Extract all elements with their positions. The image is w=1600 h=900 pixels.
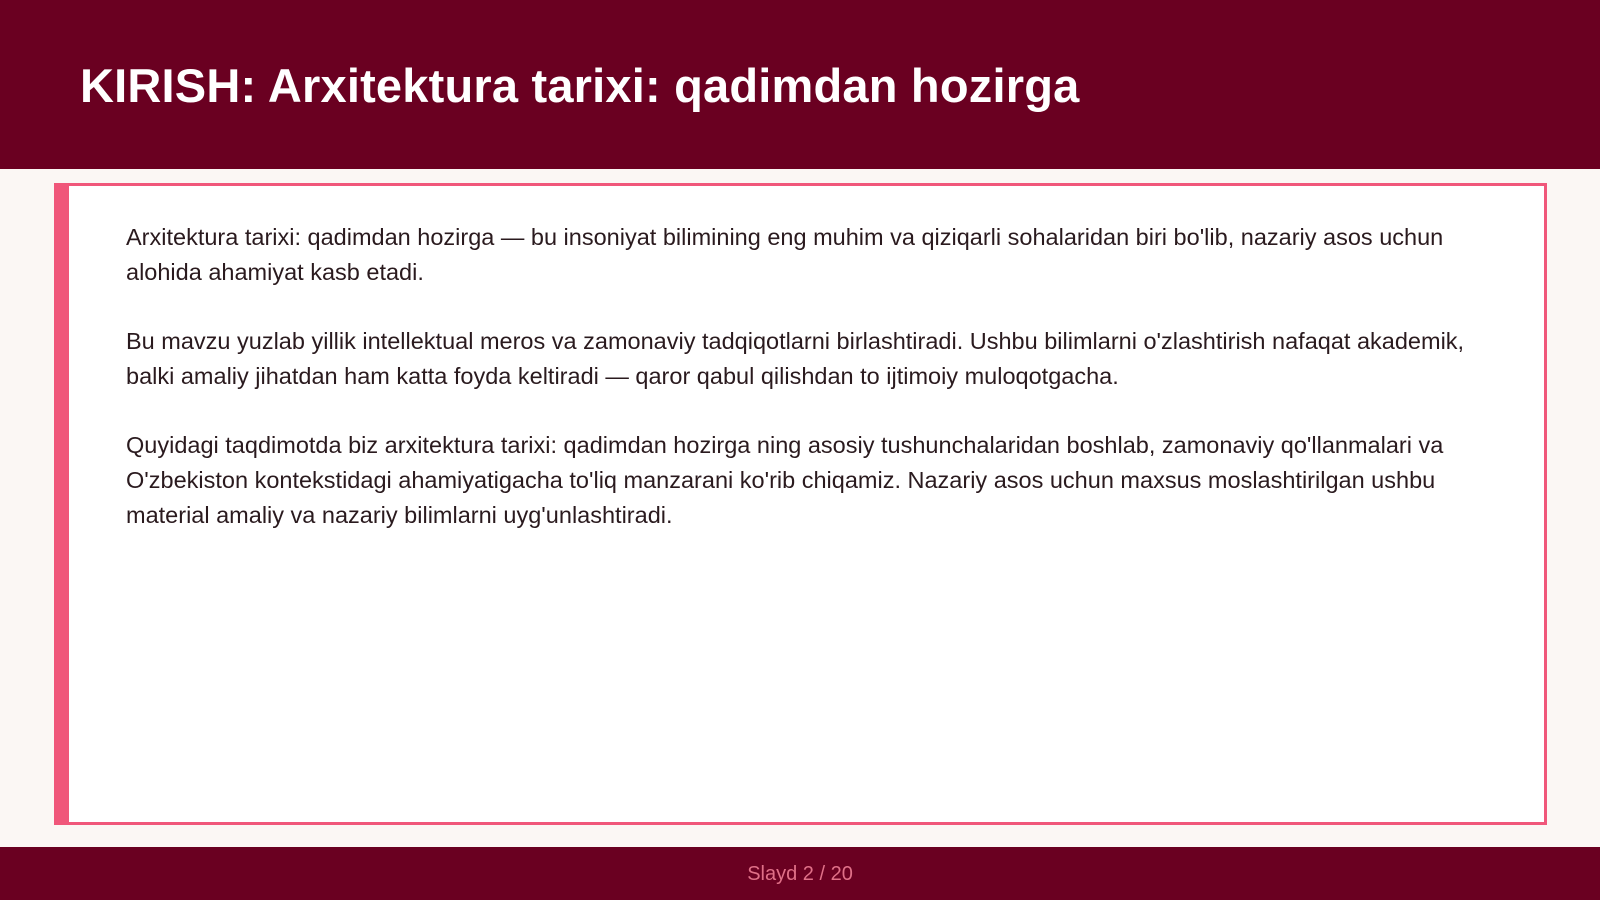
slide-title: KIRISH: Arxitektura tarixi: qadimdan hozirga bbox=[80, 59, 1080, 112]
paragraph-intro: Arxitektura tarixi: qadimdan hozirga — bu insoniyat bilimining eng muhim va qiziqarli sohalaridan biri bo'lib, nazariy asos uchun alohida ahamiyat kasb etadi. bbox=[126, 224, 1444, 285]
slide-header bbox=[0, 0, 1600, 169]
content-body bbox=[126, 220, 1516, 567]
slide-counter: Slayd 2 / 20 bbox=[747, 863, 853, 885]
paragraph-heritage: Bu mavzu yuzlab yillik intellektual meros va zamonaviy tadqiqotlarni birlashtiradi. Ushbu bilimlarni o'zlashtirish nafaqat akademik, balki amaliy jihatdan ham katta foyda keltiradi — qaror qabul qilishdan to ijtimoiy muloqotgacha. bbox=[126, 328, 1465, 389]
content-card bbox=[54, 183, 1547, 825]
paragraph-overview: Quyidagi taqdimotda biz arxitektura tarixi: qadimdan hozirga ning asosiy tushunchalaridan boshlab, zamonaviy qo'llanmalari va O'zbekiston kontekstidagi ahamiyatigacha to'liq manzarani ko'rib chiqamiz. Nazariy asos uchun maxsus moslashtirilgan ushbu material amaliy va nazariy bilimlarni uyg'unlashtiradi. bbox=[126, 432, 1444, 528]
slide-footer bbox=[0, 847, 1600, 900]
